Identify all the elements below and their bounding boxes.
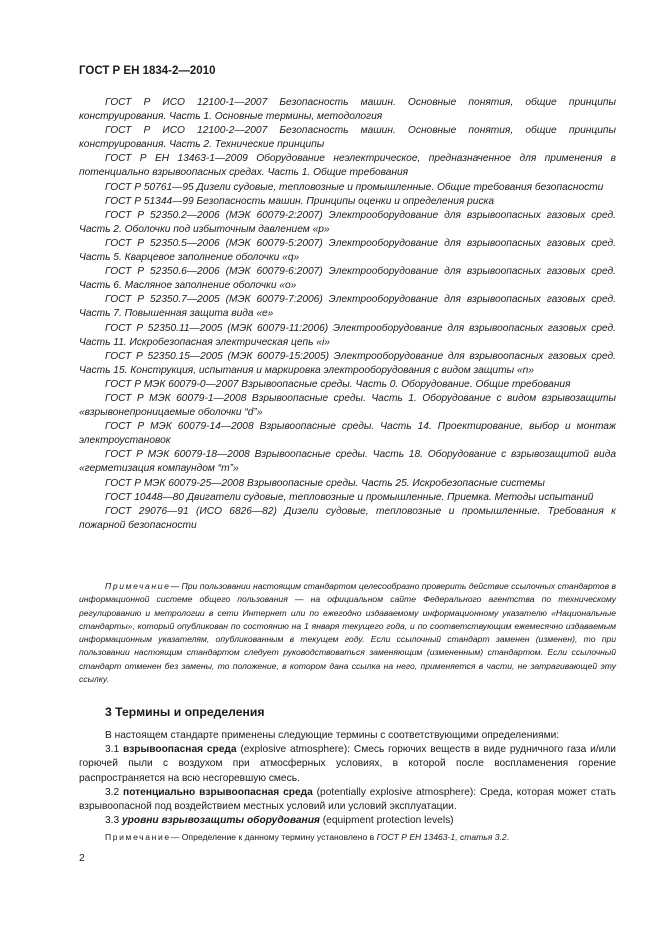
- reference-item: ГОСТ Р 52350.2—2006 (МЭК 60079-2:2007) Электрооборудование для взрывоопасных газовых сред. Часть 2. Оболочки под избыточным давлением «р»: [79, 209, 616, 235]
- reference-item: ГОСТ Р ИСО 12100-1—2007 Безопасность машин. Основные понятия, общие принципы конструирования. Часть 1. Основные термины, методология: [79, 97, 616, 123]
- reference-item: ГОСТ Р МЭК 60079-0—2007 Взрывоопасные среды. Часть 0. Оборудование. Общие требования: [105, 378, 571, 390]
- reference-item: ГОСТ 10448—80 Двигатели судовые, тепловозные и промышленные. Приемка. Методы испытаний: [105, 491, 594, 503]
- normative-references-list: [79, 96, 616, 533]
- reference-item: ГОСТ Р МЭК 60079-1—2008 Взрывоопасные среды. Часть 1. Оборудование с видом взрывозащиты «взрывонепроницаемые оболочки “d”»: [79, 392, 616, 419]
- reference-item: ГОСТ Р МЭК 60079-25—2008 Взрывоопасные среды. Часть 25. Искробезопасные системы: [105, 477, 545, 489]
- note-end: .: [506, 832, 510, 843]
- references-note: [79, 580, 616, 686]
- term-text: (equipment protection levels): [322, 815, 454, 827]
- reference-item: ГОСТ Р ИСО 12100-2—2007 Безопасность машин. Основные понятия, общие принципы конструирования. Часть 2. Технические принципы: [79, 125, 616, 151]
- term-name: взрывоопасная среда: [122, 744, 237, 756]
- term-name: уровни взрывозащиты оборудования: [122, 815, 320, 827]
- section-intro: В настоящем стандарте применены следующие термины с соответствующими определениями:: [105, 730, 560, 741]
- term-definition: [79, 743, 616, 786]
- note-text: — При пользовании настоящим стандартом целесообразно проверить действие ссылочных стандартов в информационной системе общего пользования — на официальном сайте Федерального агентства по техническому регулированию и метрологии в сети Интернет или по ежегодно издаваемому информационному указателю «Национальные стандарты», который опубликован по состоянию на 1 января текущего года, и по соответствующим ежемесячно издаваемым информационным указателям, опубликованным в текущем году. Если ссылочный стандарт заменен (изменен), то при пользовании настоящим стандартом следует руководствоваться заменяющим (измененным) стандартом. Если ссылочный стандарт отменен без замены, то положение, в котором дана ссылка на него, применяется в части, не затрагивающей эту ссылку.: [79, 581, 616, 685]
- term-number: 3.1: [105, 744, 120, 756]
- reference-item: ГОСТ Р ЕН 13463-1—2009 Оборудование неэлектрическое, предназначенное для применения в потенциально взрывоопасных средах. Часть 1. Общие требования: [79, 153, 616, 179]
- section-body: [79, 729, 616, 844]
- reference-item: ГОСТ Р 50761—95 Дизели судовые, тепловозные и промышленные. Общие требования безопасности: [105, 181, 604, 193]
- note-text: — Определение к данному термину установлено в: [170, 832, 377, 843]
- reference-item: ГОСТ Р 52350.11—2005 (МЭК 60079-11:2006) Электрооборудование для взрывоопасных газовых сред. Часть 11. Искробезопасная электрическая цепь «i»: [79, 322, 616, 348]
- term-definition: [79, 814, 616, 828]
- document-header: ГОСТ Р ЕН 1834-2—2010: [79, 65, 216, 77]
- term-note: [79, 831, 616, 844]
- reference-item: ГОСТ Р 52350.15—2005 (МЭК 60079-15:2005) Электрооборудование для взрывоопасных газовых сред. Часть 15. Конструкция, испытания и маркировка электрооборудования с видом защиты «n»: [79, 350, 616, 376]
- note-label: Примечание: [105, 832, 171, 843]
- section-title: 3 Термины и определения: [105, 705, 265, 719]
- term-number: 3.2: [105, 786, 120, 798]
- term-definition: [79, 786, 616, 814]
- reference-item: ГОСТ Р 52350.5—2006 (МЭК 60079-5:2007) Электрооборудование для взрывоопасных газовых сред. Часть 5. Кварцевое заполнение оболочки «q»: [79, 237, 616, 264]
- reference-item: ГОСТ 29076—91 (ИСО 6826—82) Дизели судовые, тепловозные и промышленные. Требования к пожарной безопасности: [79, 505, 616, 531]
- reference-item: ГОСТ Р МЭК 60079-14—2008 Взрывоопасные среды. Часть 14. Проектирование, выбор и монтаж электроустановок: [79, 421, 616, 447]
- reference-item: ГОСТ Р 51344—99 Безопасность машин. Принципы оценки и определения риска: [105, 195, 495, 207]
- term-name: потенциально взрывоопасная среда: [123, 786, 313, 798]
- page-number: 2: [79, 852, 85, 864]
- reference-item: ГОСТ Р МЭК 60079-18—2008 Взрывоопасные среды. Часть 18. Оборудование с взрывозащитой вида «герметизация компаундом “m”»: [79, 449, 616, 475]
- term-text: (potentially explosive atmosphere): Среда, которая может стать взрывоопасной под воздействием местных условий или условий эксплуатации.: [79, 786, 616, 813]
- reference-item: ГОСТ Р 52350.7—2005 (МЭК 60079-7:2006) Электрооборудование для взрывоопасных газовых сред. Часть 7. Повышенная защита вида «е»: [79, 294, 616, 320]
- note-reference: ГОСТ Р ЕН 13463-1, статья 3.2: [376, 832, 507, 843]
- term-number: 3.3: [105, 815, 120, 827]
- note-label: Примечание: [105, 581, 171, 591]
- reference-item: ГОСТ Р 52350.6—2006 (МЭК 60079-6:2007) Электрооборудование для взрывоопасных газовых сред. Часть 6. Масляное заполнение оболочки «о»: [79, 266, 616, 292]
- term-text: (explosive atmosphere): Смесь горючих веществ в виде рудничного газа и/или горючей пыли с воздухом при атмосферных условиях, в которой после воспламенения горение распространяется на всю несгоревшую смесь.: [79, 744, 616, 784]
